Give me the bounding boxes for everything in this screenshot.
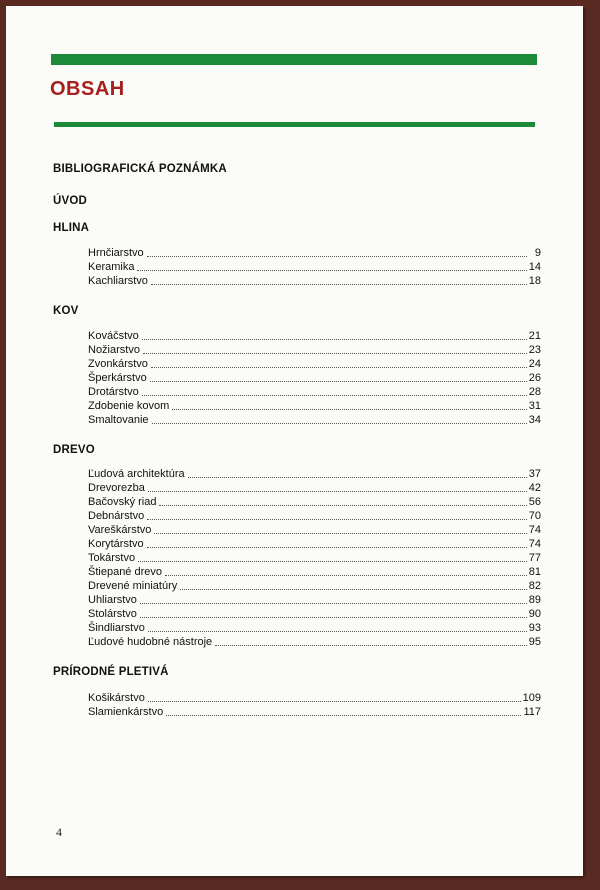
toc-entry-label: Zdobenie kovom — [88, 400, 170, 412]
dot-leader — [150, 380, 527, 382]
toc-entry-page: 74 — [528, 524, 541, 536]
page-number: 4 — [56, 825, 62, 839]
toc-entry-label: Smaltovanie — [88, 414, 149, 426]
toc-entry-page: 14 — [528, 261, 541, 273]
toc-entry-label: Drotárstvo — [88, 386, 139, 398]
toc-entry[interactable] — [88, 413, 541, 427]
toc-entry-page: 117 — [523, 706, 541, 718]
dot-leader — [138, 560, 527, 562]
dot-leader — [151, 366, 527, 368]
toc-entry-label: Stolárstvo — [88, 608, 137, 620]
toc-entry[interactable] — [88, 607, 541, 621]
toc-entry[interactable] — [88, 467, 541, 481]
toc-entry-page: 21 — [528, 330, 541, 342]
toc-entry-page: 28 — [528, 386, 541, 398]
toc-entry-label: Kachliarstvo — [88, 275, 148, 287]
toc-entry[interactable] — [88, 399, 541, 413]
toc-entry-label: Uhliarstvo — [88, 594, 137, 606]
dot-leader — [143, 352, 527, 354]
toc-entry[interactable] — [88, 246, 541, 260]
toc-entry-page: 81 — [528, 566, 541, 578]
toc-entry-page: 74 — [528, 538, 541, 550]
toc-entry-page: 70 — [528, 510, 541, 522]
dot-leader — [172, 408, 526, 410]
toc-entry[interactable] — [88, 565, 541, 579]
toc-entry-label: Šindliarstvo — [88, 622, 145, 634]
section-heading: DREVO — [53, 444, 95, 456]
toc-entry-label: Štiepané drevo — [88, 566, 162, 578]
dot-leader — [148, 630, 527, 632]
toc-entry[interactable] — [88, 357, 541, 371]
toc-entry-page: 31 — [528, 400, 541, 412]
bottom-green-rule — [54, 122, 535, 127]
toc-entry-label: Debnárstvo — [88, 510, 145, 522]
dot-leader — [147, 255, 527, 257]
toc-entry-label: Šperkárstvo — [88, 372, 147, 384]
top-green-rule — [51, 54, 537, 65]
toc-entry[interactable] — [88, 343, 541, 357]
section-heading: HLINA — [53, 222, 90, 234]
dot-leader — [159, 504, 526, 506]
toc-entry-label: Drevorezba — [88, 482, 145, 494]
toc-entry-page: 9 — [534, 247, 541, 259]
toc-entry[interactable] — [88, 509, 541, 523]
toc-entry-page: 34 — [528, 414, 541, 426]
toc-entry[interactable] — [88, 495, 541, 509]
toc-entry[interactable] — [88, 371, 541, 385]
toc-entry-label: Vareškárstvo — [88, 524, 152, 536]
book-page — [6, 6, 583, 876]
toc-entry[interactable] — [88, 551, 541, 565]
toc-entry-label: Bačovský riad — [88, 496, 157, 508]
toc-entry-label: Drevené miniatúry — [88, 580, 178, 592]
toc-entry[interactable] — [88, 274, 541, 288]
toc-entry-label: Slamienkárstvo — [88, 706, 164, 718]
dot-leader — [215, 644, 527, 646]
dot-leader — [142, 338, 527, 340]
dot-leader — [188, 476, 527, 478]
toc-entry-page: 77 — [528, 552, 541, 564]
dot-leader — [147, 518, 526, 520]
toc-entry-page: 93 — [528, 622, 541, 634]
section-heading: PRÍRODNÉ PLETIVÁ — [53, 666, 169, 678]
toc-entry[interactable] — [88, 691, 541, 705]
toc-entry[interactable] — [88, 329, 541, 343]
toc-entry-page: 90 — [528, 608, 541, 620]
toc-entry-label: Zvonkárstvo — [88, 358, 148, 370]
dot-leader — [148, 700, 521, 702]
toc-entry-label: Tokárstvo — [88, 552, 136, 564]
dot-leader — [142, 394, 527, 396]
dot-leader — [140, 602, 527, 604]
toc-entry-page: 37 — [528, 468, 541, 480]
toc-entry-page: 89 — [528, 594, 541, 606]
toc-entry-label: Košikárstvo — [88, 692, 145, 704]
toc-entry-label: Hrnčiarstvo — [88, 247, 144, 259]
toc-entry-page: 109 — [522, 692, 541, 704]
toc-entry[interactable] — [88, 705, 541, 719]
toc-entry[interactable] — [88, 593, 541, 607]
toc-entry-label: Ľudová architektúra — [88, 468, 185, 480]
dot-leader — [154, 532, 526, 534]
section-heading: BIBLIOGRAFICKÁ POZNÁMKA — [53, 163, 227, 175]
toc-entry-page: 26 — [528, 372, 541, 384]
toc-entry-page: 56 — [528, 496, 541, 508]
toc-entry-label: Ľudové hudobné nástroje — [88, 636, 213, 648]
dot-leader — [140, 616, 527, 618]
toc-entry-page: 23 — [528, 344, 541, 356]
toc-entry[interactable] — [88, 621, 541, 635]
toc-entry-page: 24 — [528, 358, 541, 370]
page-title: OBSAH — [50, 78, 125, 100]
toc-entry[interactable] — [88, 260, 541, 274]
toc-entry[interactable] — [88, 537, 541, 551]
toc-entry-label: Korytárstvo — [88, 538, 144, 550]
dot-leader — [137, 269, 526, 271]
toc-entry-page: 95 — [528, 636, 541, 648]
toc-entry-label: Nožiarstvo — [88, 344, 140, 356]
toc-entry-label: Kováčstvo — [88, 330, 139, 342]
dot-leader — [148, 490, 527, 492]
toc-entry[interactable] — [88, 385, 541, 399]
toc-entry-label: Keramika — [88, 261, 135, 273]
toc-entry-page: 18 — [528, 275, 541, 287]
toc-entry[interactable] — [88, 523, 541, 537]
dot-leader — [147, 546, 527, 548]
toc-entry-page: 82 — [528, 580, 541, 592]
toc-entry[interactable] — [88, 635, 541, 649]
dot-leader — [180, 588, 526, 590]
section-heading: ÚVOD — [53, 195, 88, 207]
dot-leader — [152, 422, 527, 424]
section-heading: KOV — [53, 305, 79, 317]
dot-leader — [165, 574, 527, 576]
toc-entry[interactable] — [88, 579, 541, 593]
toc-entry[interactable] — [88, 481, 541, 495]
dot-leader — [151, 283, 527, 285]
toc-entry-page: 42 — [528, 482, 541, 494]
dot-leader — [166, 714, 521, 716]
